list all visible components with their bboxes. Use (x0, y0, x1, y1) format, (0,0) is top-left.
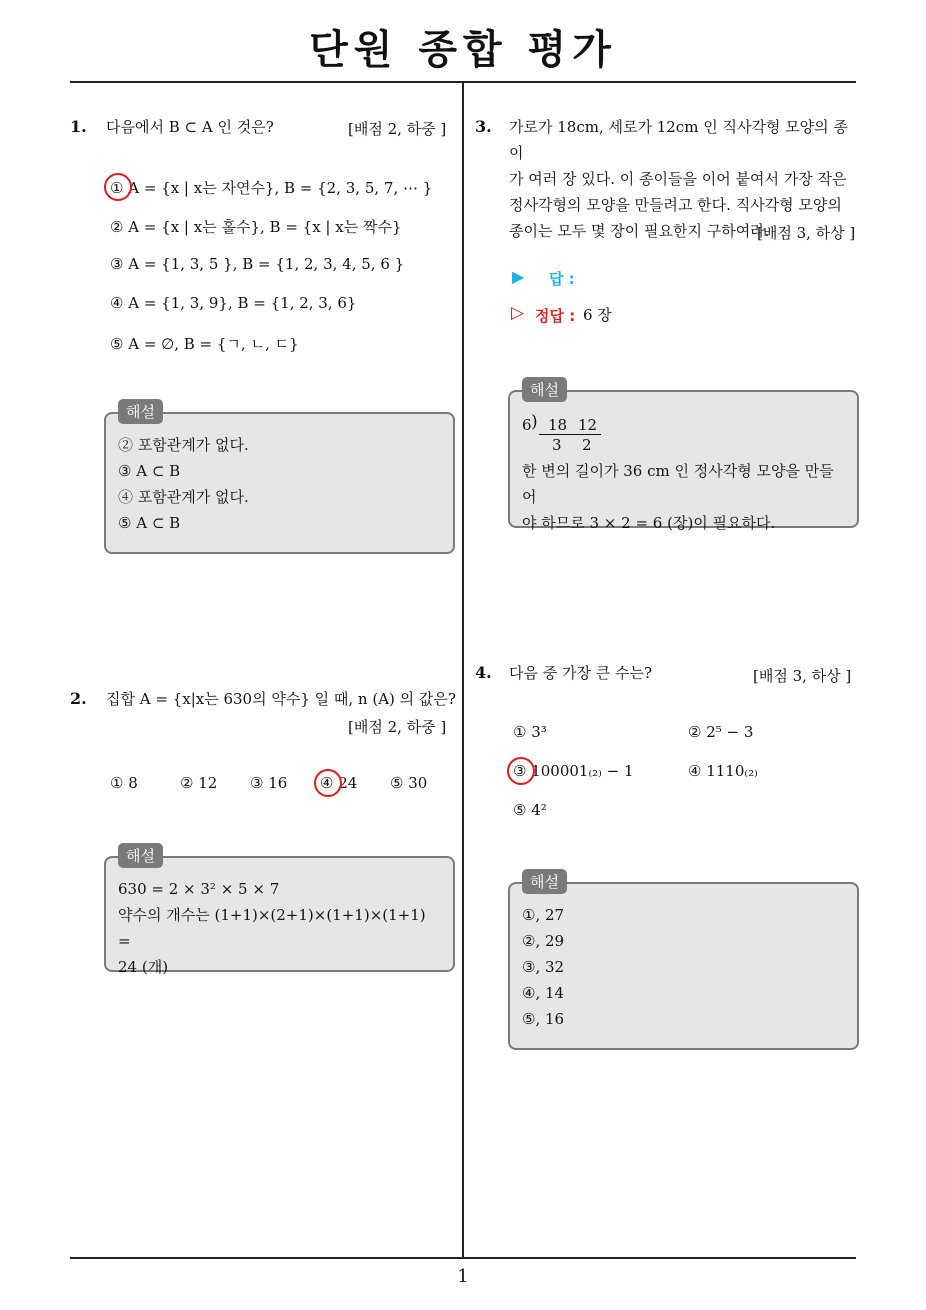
score-label: [배점 2, 하중 ] (348, 120, 447, 138)
choice-2[interactable]: ② 12 (180, 774, 218, 792)
question-line: 가 여러 장 있다. 이 종이들을 이어 붙여서 가장 작은 (509, 170, 847, 188)
explanation-tab: 해설 (522, 869, 567, 894)
bottom-rule (70, 1257, 856, 1259)
question-number: 3. (475, 117, 492, 136)
column-divider (462, 82, 464, 1258)
explanation-box (104, 412, 455, 554)
explanation-tab: 해설 (118, 843, 163, 868)
explanation-line: 630 = 2 × 3² × 5 × 7 (118, 880, 280, 898)
correct-value: 6 장 (583, 306, 612, 324)
explanation-body (118, 432, 441, 536)
question-number: 1. (70, 117, 87, 136)
choice-3[interactable]: ③ 100001₍₂₎ − 1 (513, 762, 634, 780)
explanation-line: ①, 27 (522, 906, 565, 924)
explanation-body (522, 902, 845, 1032)
choice-3[interactable]: ③ 16 (250, 774, 288, 792)
question-line: 가로가 18cm, 세로가 12cm 인 직사각형 모양의 종이 (509, 118, 848, 162)
explanation-box (508, 882, 859, 1050)
choice-5[interactable]: ⑤ 30 (390, 774, 428, 792)
division-divisor: 6 (522, 416, 532, 434)
division-line (539, 434, 601, 435)
explanation-tab: 해설 (522, 377, 567, 402)
correct-arrow-icon: ▷ (511, 303, 525, 323)
explanation-tab: 해설 (118, 399, 163, 424)
explanation-line: ④, 14 (522, 984, 565, 1002)
question-text: 다음 중 가장 큰 수는? (509, 664, 653, 682)
answer-circle-mark (314, 769, 342, 797)
division-value: 18 (548, 416, 568, 434)
choice-1[interactable]: ① 3³ (513, 723, 547, 741)
explanation-line: 약수의 개수는 (1+1)×(2+1)×(1+1)×(1+1) = (118, 906, 426, 950)
explanation-line: ③ A ⊂ B (118, 462, 181, 480)
explanation-box (508, 390, 859, 532)
division-quotient: 3 (552, 436, 562, 454)
choice-3[interactable]: ③ A = {1, 3, 5 }, B = {1, 2, 3, 4, 5, 6 } (110, 255, 405, 273)
explanation-line: ② 포함관계가 없다. (118, 436, 249, 454)
correct-label: 정답 : (535, 307, 576, 325)
division-value: 12 (578, 416, 598, 434)
choice-4[interactable]: ④ A = {1, 3, 9}, B = {1, 2, 3, 6} (110, 294, 357, 312)
choice-4[interactable]: ④ 1110₍₂₎ (688, 762, 758, 780)
question-text: 집합 A = {x|x는 630의 약수} 일 때, n (A) 의 값은? (106, 690, 456, 708)
answer-circle-mark (507, 757, 535, 785)
question-text: 다음에서 B ⊂ A 인 것은? (106, 118, 274, 136)
score-label: [배점 3, 하상 ] (753, 667, 852, 685)
explanation-line: ③, 32 (522, 958, 565, 976)
choice-5[interactable]: ⑤ 4² (513, 801, 547, 819)
choice-1[interactable]: ① 8 (110, 774, 138, 792)
page-number: 1 (457, 1266, 469, 1287)
division-bracket: ) (531, 412, 538, 432)
explanation-line: 야 하므로 3 × 2 = 6 (장)이 필요하다. (522, 514, 776, 532)
choice-2[interactable]: ② A = {x | x는 홀수}, B = {x | x는 짝수} (110, 218, 402, 236)
answer-circle-mark (104, 173, 132, 201)
explanation-body (118, 876, 441, 980)
answer-arrow-icon: ▶ (512, 267, 525, 286)
explanation-line: 한 변의 길이가 36 cm 인 정사각형 모양을 만들어 (522, 462, 834, 506)
question-line: 정사각형의 모양을 만들려고 한다. 직사각형 모양의 (509, 196, 842, 214)
score-label: [배점 2, 하중 ] (348, 718, 447, 736)
question-line: 종이는 모두 몇 장이 필요한지 구하여라. (509, 222, 770, 240)
question-number: 2. (70, 689, 87, 708)
choice-4[interactable]: ④ 24 (320, 774, 358, 792)
choice-2[interactable]: ② 2⁵ − 3 (688, 723, 754, 741)
explanation-line: ②, 29 (522, 932, 565, 950)
explanation-line: ⑤, 16 (522, 1010, 565, 1028)
division-quotient: 2 (582, 436, 592, 454)
page-title: 단원 종합 평가 (309, 27, 617, 73)
answer-label: 답 : (549, 270, 575, 288)
explanation-line: ④ 포함관계가 없다. (118, 488, 249, 506)
explanation-body (522, 458, 845, 536)
choice-5[interactable]: ⑤ A = ∅, B = {ㄱ, ㄴ, ㄷ} (110, 335, 299, 353)
choice-1[interactable]: ① A = {x | x는 자연수}, B = {2, 3, 5, 7, ⋯ } (110, 179, 433, 197)
question-number: 4. (475, 663, 492, 682)
explanation-line: 24 (개) (118, 958, 169, 976)
explanation-box (104, 856, 455, 976)
explanation-line: ⑤ A ⊂ B (118, 514, 181, 532)
score-label: [배점 3, 하상 ] (757, 224, 856, 242)
